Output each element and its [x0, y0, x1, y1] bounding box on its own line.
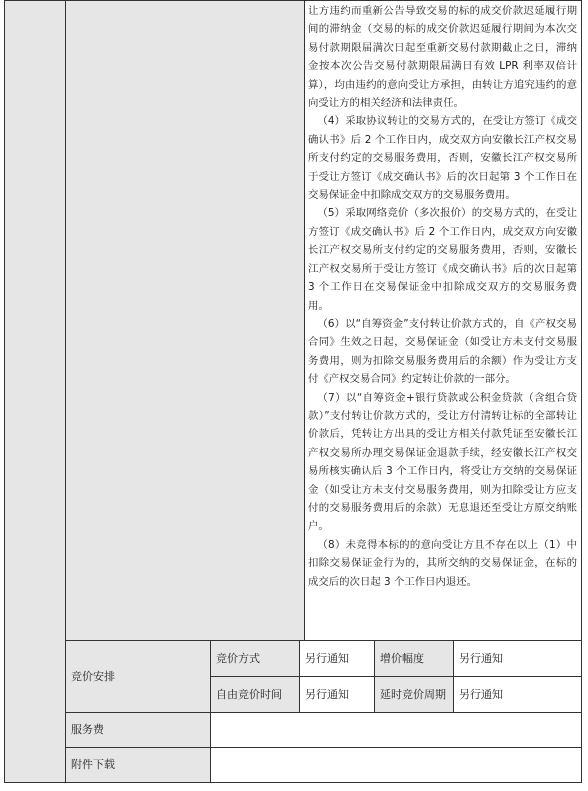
paragraph-4: （4）采取协议转让的交易方式的，在受让方签订《成交确认书》后 2 个工作日内，成交双方向安徽长江产权交易所支付约定的交易服务费用，否则，安徽长江产权交易所于受让方签订《成交确认书》后的次日起第 3 个工作日在交易保证金中扣除成交双方的交易服务费用。 — [308, 115, 577, 202]
bid-method-label: 竞价方式 — [210, 640, 300, 677]
attachment-label: 附件下载 — [65, 747, 211, 783]
paragraph-8: （8）未竞得本标的的意向受让方且不存在以上（1）中扣除交易保证金行为的，其所交纳的交易保证金，在标的成交后的次日起 3 个工作日内退还。 — [308, 538, 577, 588]
paragraph-7: （7）以“自筹资金+银行贷款或公积金贷款（含组合贷款）”支付转让价款方式的，受让方付清转让标的全部转让价款后，凭转让方出具的受让方相关付款凭证至安徽长江产权交易所办理交易保证金退款手续，经安徽长江产权交易所核实确认后 3 个工作日内，将受让方交纳的交易保证金（如受让方未支付交易服务费用，则为扣除受让方应支付的交易服务费用后的余款）无息退还至受让方原交纳账户。 — [308, 391, 577, 533]
bid-method-value: 另行通知 — [299, 640, 375, 677]
increment-label: 增价幅度 — [374, 640, 454, 677]
paragraph-5: （5）采取网络竞价（多次报价）的交易方式的，在受让方签订《成交确认书》后 2 个工作日内，成交双方向安徽长江产权交易所支付约定的交易服务费用，否则，安徽长江产权交易所于受让方签订《成交确认书》后的次日起第 3 个工作日在交易保证金中扣除成交双方的交易服务费用。 — [308, 207, 577, 312]
bidding-label — [65, 640, 211, 713]
delay-cycle-label: 延时竞价周期 — [374, 676, 454, 713]
delay-cycle-value: 另行通知 — [453, 676, 582, 713]
free-bid-time-label: 自由竞价时间 — [210, 676, 300, 713]
increment-value: 另行通知 — [453, 640, 582, 677]
free-bid-time-value: 另行通知 — [299, 676, 375, 713]
service-fee-label: 服务费 — [65, 712, 211, 748]
paragraph-continued: 让方违约而重新公告导致交易的标的成交价款迟延履行期间的滞纳金（交易的标的成交价款迟延履行期间为本次交易付款期限届满次日起至重新交易付款期截止之日，滞纳金按本次公告交易付款期限届满日有效 LPR 利率双倍计算），均由违约的意向受让方承担，由转让方追究违约的意向受让方的相关经济和法律责任。 — [308, 5, 577, 110]
content-cell — [304, 0, 582, 641]
paragraph-6: （6）以“自筹资金”支付转让价款方式的，自《产权交易合同》生效之日起，交易保证金（如受让方未支付交易服务费用，则为扣除交易服务费用后的余额）作为受让方支付《产权交易合同》约定转让价款的一部分。 — [308, 317, 577, 386]
row-label-blank — [65, 0, 305, 641]
attachment-value[interactable] — [210, 747, 582, 783]
service-fee-value — [210, 712, 582, 748]
section-column — [4, 0, 66, 783]
info-table — [4, 0, 582, 783]
bidding-label-text: 竞价安排 — [71, 669, 115, 683]
